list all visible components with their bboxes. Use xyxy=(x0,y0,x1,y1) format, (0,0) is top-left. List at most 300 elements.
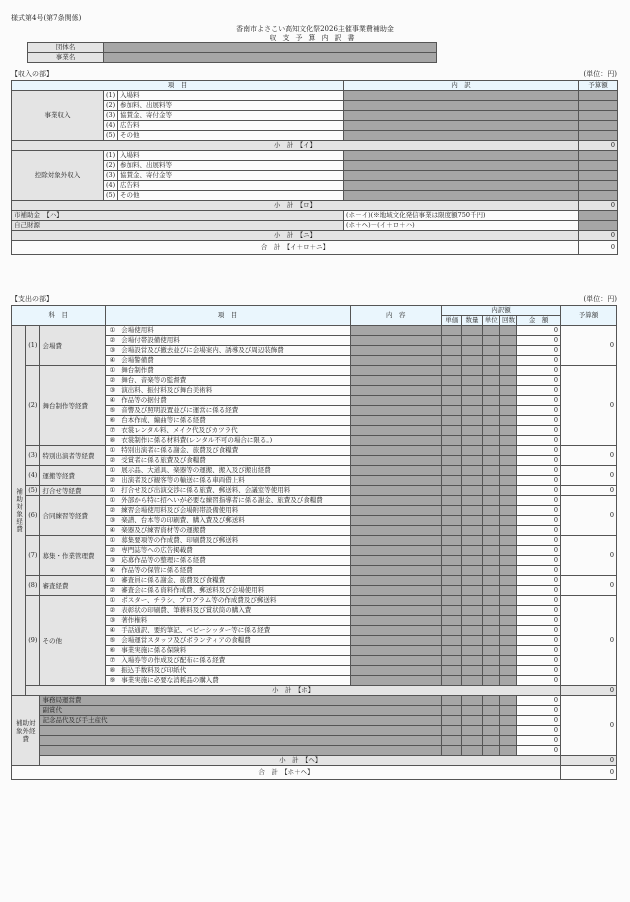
qty-field[interactable] xyxy=(462,396,482,406)
expense-content-field[interactable] xyxy=(350,586,442,596)
unit-field[interactable] xyxy=(482,746,499,756)
income-budget-field[interactable] xyxy=(579,111,618,121)
amount-value: 0 xyxy=(517,666,561,676)
income-item-label: その他 xyxy=(118,131,344,141)
income-subtotal-value: 0 xyxy=(579,141,618,151)
unit-field[interactable] xyxy=(482,726,499,736)
times-field[interactable] xyxy=(499,416,516,426)
qty-field[interactable] xyxy=(462,536,482,546)
qty-field[interactable] xyxy=(462,416,482,426)
expense-item-label: 審査会に係る資料作成費、郵送料及び会場使用料 xyxy=(119,586,350,596)
unit-field[interactable] xyxy=(482,636,499,646)
amount-value: 0 xyxy=(517,436,561,446)
times-field[interactable] xyxy=(499,406,516,416)
times-field[interactable] xyxy=(499,726,516,736)
unit-field[interactable] xyxy=(482,446,499,456)
unit-price-field[interactable] xyxy=(442,606,462,616)
times-field[interactable] xyxy=(499,626,516,636)
income-budget-field[interactable] xyxy=(579,181,618,191)
unit-field[interactable] xyxy=(482,596,499,606)
expense-content-field[interactable] xyxy=(350,366,442,376)
unit-price-field[interactable] xyxy=(442,336,462,346)
times-field[interactable] xyxy=(499,336,516,346)
unit-price-field[interactable] xyxy=(442,396,462,406)
qty-field[interactable] xyxy=(462,346,482,356)
unit-price-field[interactable] xyxy=(442,506,462,516)
times-field[interactable] xyxy=(499,546,516,556)
expense-content-field[interactable] xyxy=(350,646,442,656)
income-budget-field[interactable] xyxy=(579,121,618,131)
amount-value: 0 xyxy=(517,476,561,486)
income-detail-field[interactable] xyxy=(344,121,579,131)
expense-total-value: 0 xyxy=(561,766,617,780)
qty-field[interactable] xyxy=(462,596,482,606)
qty-field[interactable] xyxy=(462,446,482,456)
expense-content-field[interactable] xyxy=(350,616,442,626)
income-total-value: 0 xyxy=(579,241,618,255)
subsidy-budget-field[interactable] xyxy=(579,211,618,221)
unit-price-field[interactable] xyxy=(442,326,462,336)
expense-content-field[interactable] xyxy=(350,606,442,616)
unit-price-field[interactable] xyxy=(442,576,462,586)
unit-price-field[interactable] xyxy=(442,526,462,536)
expense-content-field[interactable] xyxy=(350,386,442,396)
income-budget-field[interactable] xyxy=(579,161,618,171)
qty-field[interactable] xyxy=(462,746,482,756)
times-field[interactable] xyxy=(499,616,516,626)
ineligible-item-field[interactable] xyxy=(40,746,442,756)
item-number: (5) xyxy=(104,191,118,201)
project-name-field[interactable] xyxy=(104,53,437,63)
unit-price-field[interactable] xyxy=(442,676,462,686)
unit-field[interactable] xyxy=(482,696,499,706)
item-number: ① xyxy=(105,536,119,546)
item-number: ③ xyxy=(105,386,119,396)
expense-item-label: 入場券等の作成及び配布に係る経費 xyxy=(119,656,350,666)
unit-field[interactable] xyxy=(482,646,499,656)
qty-field[interactable] xyxy=(462,486,482,496)
qty-field[interactable] xyxy=(462,386,482,396)
times-field[interactable] xyxy=(499,326,516,336)
times-field[interactable] xyxy=(499,566,516,576)
expense-content-field[interactable] xyxy=(350,656,442,666)
times-field[interactable] xyxy=(499,476,516,486)
expense-table xyxy=(11,305,617,780)
item-number: ② xyxy=(105,586,119,596)
expense-content-field[interactable] xyxy=(350,426,442,436)
qty-field[interactable] xyxy=(462,556,482,566)
qty-field[interactable] xyxy=(462,526,482,536)
qty-field[interactable] xyxy=(462,406,482,416)
expense-item-label: 会場付帯設備使用料 xyxy=(119,336,350,346)
expense-content-field[interactable] xyxy=(350,486,442,496)
times-field[interactable] xyxy=(499,496,516,506)
times-field[interactable] xyxy=(499,556,516,566)
unit-field[interactable] xyxy=(482,706,499,716)
unit-field[interactable] xyxy=(482,676,499,686)
unit-price-field[interactable] xyxy=(442,536,462,546)
income-detail-field[interactable] xyxy=(344,151,579,161)
unit-field[interactable] xyxy=(482,566,499,576)
item-number: ① xyxy=(105,466,119,476)
expense-content-field[interactable] xyxy=(350,546,442,556)
category-number: (5) xyxy=(26,486,40,496)
times-field[interactable] xyxy=(499,346,516,356)
unit-field[interactable] xyxy=(482,336,499,346)
expense-content-field[interactable] xyxy=(350,466,442,476)
amount-value: 0 xyxy=(517,366,561,376)
unit-field[interactable] xyxy=(482,396,499,406)
amount-value: 0 xyxy=(517,356,561,366)
unit-field[interactable] xyxy=(482,666,499,676)
qty-field[interactable] xyxy=(462,616,482,626)
organization-fields xyxy=(27,42,437,63)
unit-price-field[interactable] xyxy=(442,666,462,676)
unit-price-field[interactable] xyxy=(442,716,462,726)
income-detail-field[interactable] xyxy=(344,111,579,121)
expense-content-field[interactable] xyxy=(350,346,442,356)
times-field[interactable] xyxy=(499,676,516,686)
qty-field[interactable] xyxy=(462,476,482,486)
unit-field[interactable] xyxy=(482,486,499,496)
unit-field[interactable] xyxy=(482,426,499,436)
income-header-budget: 予算額 xyxy=(579,81,618,91)
qty-field[interactable] xyxy=(462,626,482,636)
expense-section-label: 【支出の部】 xyxy=(11,295,53,303)
unit-price-field[interactable] xyxy=(442,626,462,636)
times-field[interactable] xyxy=(499,706,516,716)
unit-price-field[interactable] xyxy=(442,386,462,396)
income-detail-field[interactable] xyxy=(344,191,579,201)
category-name: 会場費 xyxy=(40,326,105,366)
qty-field[interactable] xyxy=(462,366,482,376)
income-budget-field[interactable] xyxy=(579,171,618,181)
income-item-label: 入場料 xyxy=(118,91,344,101)
expense-content-field[interactable] xyxy=(350,406,442,416)
unit-price-field[interactable] xyxy=(442,616,462,626)
income-detail-field[interactable] xyxy=(344,171,579,181)
unit-field[interactable] xyxy=(482,386,499,396)
amount-value: 0 xyxy=(517,736,561,746)
unit-field[interactable] xyxy=(482,436,499,446)
unit-price-field[interactable] xyxy=(442,466,462,476)
qty-field[interactable] xyxy=(462,336,482,346)
times-field[interactable] xyxy=(499,716,516,726)
unit-price-field[interactable] xyxy=(442,496,462,506)
unit-price-field[interactable] xyxy=(442,566,462,576)
category-name: 舞台制作等経費 xyxy=(40,366,105,446)
expense-content-field[interactable] xyxy=(350,576,442,586)
income-detail-field[interactable] xyxy=(344,161,579,171)
amount-value: 0 xyxy=(517,616,561,626)
unit-field[interactable] xyxy=(482,326,499,336)
unit-field[interactable] xyxy=(482,506,499,516)
income-total-label: 合 計 【イ＋ロ＋ニ】 xyxy=(12,241,579,255)
expense-content-field[interactable] xyxy=(350,676,442,686)
org-name-field[interactable] xyxy=(104,43,437,53)
times-field[interactable] xyxy=(499,456,516,466)
unit-price-field[interactable] xyxy=(442,436,462,446)
expense-item-label: 楽器及び練習資材等の運搬費 xyxy=(119,526,350,536)
unit-price-field[interactable] xyxy=(442,346,462,356)
unit-field[interactable] xyxy=(482,576,499,586)
unit-price-field[interactable] xyxy=(442,646,462,656)
unit-price-field[interactable] xyxy=(442,726,462,736)
category-number: (2) xyxy=(26,366,40,446)
item-number: ① xyxy=(105,576,119,586)
amount-value: 0 xyxy=(517,536,561,546)
category-budget: 0 xyxy=(561,486,617,496)
times-field[interactable] xyxy=(499,736,516,746)
item-number: ⑥ xyxy=(105,416,119,426)
own-funds-budget-field[interactable] xyxy=(579,221,618,231)
unit-price-field[interactable] xyxy=(442,426,462,436)
expense-content-field[interactable] xyxy=(350,376,442,386)
income-budget-field[interactable] xyxy=(579,131,618,141)
expense-content-field[interactable] xyxy=(350,496,442,506)
expense-content-field[interactable] xyxy=(350,596,442,606)
ineligible-item-field[interactable]: 副賞代 xyxy=(40,706,442,716)
project-name-label: 事業名 xyxy=(28,53,104,63)
expense-content-field[interactable] xyxy=(350,336,442,346)
expense-item-label: 音響及び照明設置並びに運営に係る経費 xyxy=(119,406,350,416)
unit-field[interactable] xyxy=(482,346,499,356)
unit-field[interactable] xyxy=(482,606,499,616)
qty-field[interactable] xyxy=(462,716,482,726)
income-detail-field[interactable] xyxy=(344,91,579,101)
times-field[interactable] xyxy=(499,486,516,496)
amount-value: 0 xyxy=(517,506,561,516)
qty-field[interactable] xyxy=(462,586,482,596)
times-field[interactable] xyxy=(499,576,516,586)
unit-price-field[interactable] xyxy=(442,736,462,746)
times-field[interactable] xyxy=(499,516,516,526)
income-budget-field[interactable] xyxy=(579,101,618,111)
unit-price-field[interactable] xyxy=(442,446,462,456)
unit-price-field[interactable] xyxy=(442,416,462,426)
amount-value: 0 xyxy=(517,326,561,336)
unit-price-field[interactable] xyxy=(442,456,462,466)
times-field[interactable] xyxy=(499,426,516,436)
unit-field[interactable] xyxy=(482,516,499,526)
qty-field[interactable] xyxy=(462,506,482,516)
unit-field[interactable] xyxy=(482,526,499,536)
income-group-name: 事業収入 xyxy=(12,91,104,141)
income-item-label: 参加料、出展料等 xyxy=(118,101,344,111)
expense-item-label: 振込手数料及び印紙代 xyxy=(119,666,350,676)
unit-field[interactable] xyxy=(482,556,499,566)
qty-field[interactable] xyxy=(462,466,482,476)
expense-item-label: 作品等の保管に係る経費 xyxy=(119,566,350,576)
unit-field[interactable] xyxy=(482,496,499,506)
qty-field[interactable] xyxy=(462,356,482,366)
times-field[interactable] xyxy=(499,396,516,406)
unit-price-field[interactable] xyxy=(442,746,462,756)
qty-field[interactable] xyxy=(462,546,482,556)
times-field[interactable] xyxy=(499,436,516,446)
expense-content-field[interactable] xyxy=(350,636,442,646)
qty-field[interactable] xyxy=(462,516,482,526)
unit-field[interactable] xyxy=(482,416,499,426)
category-number: (9) xyxy=(26,596,40,686)
item-number: (1) xyxy=(104,91,118,101)
qty-field[interactable] xyxy=(462,706,482,716)
times-field[interactable] xyxy=(499,636,516,646)
qty-field[interactable] xyxy=(462,656,482,666)
unit-price-field[interactable] xyxy=(442,486,462,496)
category-number: (7) xyxy=(26,536,40,576)
ineligible-item-field[interactable] xyxy=(40,736,442,746)
unit-price-field[interactable] xyxy=(442,476,462,486)
income-table xyxy=(11,80,618,255)
qty-field[interactable] xyxy=(462,456,482,466)
expense-content-field[interactable] xyxy=(350,526,442,536)
expense-content-field[interactable] xyxy=(350,666,442,676)
income-budget-field[interactable] xyxy=(579,191,618,201)
unit-field[interactable] xyxy=(482,366,499,376)
unit-price-field[interactable] xyxy=(442,366,462,376)
times-field[interactable] xyxy=(499,646,516,656)
expense-content-field[interactable] xyxy=(350,416,442,426)
times-field[interactable] xyxy=(499,696,516,706)
subtotal-he-value: 0 xyxy=(561,756,617,766)
unit-field[interactable] xyxy=(482,456,499,466)
expense-content-field[interactable] xyxy=(350,326,442,336)
qty-field[interactable] xyxy=(462,736,482,746)
qty-field[interactable] xyxy=(462,326,482,336)
times-field[interactable] xyxy=(499,376,516,386)
times-field[interactable] xyxy=(499,596,516,606)
times-field[interactable] xyxy=(499,666,516,676)
unit-price-field[interactable] xyxy=(442,546,462,556)
income-detail-field[interactable] xyxy=(344,101,579,111)
expense-total-label: 合 計 【ホ＋ヘ】 xyxy=(12,766,561,780)
unit-field[interactable] xyxy=(482,476,499,486)
qty-field[interactable] xyxy=(462,666,482,676)
unit-price-field[interactable] xyxy=(442,706,462,716)
unit-field[interactable] xyxy=(482,616,499,626)
unit-price-field[interactable] xyxy=(442,636,462,646)
qty-field[interactable] xyxy=(462,566,482,576)
ineligible-item-field[interactable] xyxy=(40,726,442,736)
qty-field[interactable] xyxy=(462,676,482,686)
amount-value: 0 xyxy=(517,696,561,706)
unit-field[interactable] xyxy=(482,356,499,366)
qty-field[interactable] xyxy=(462,726,482,736)
times-field[interactable] xyxy=(499,586,516,596)
qty-field[interactable] xyxy=(462,636,482,646)
expense-item-label: 手話通訳、要約筆記、ベビーシッター等に係る経費 xyxy=(119,626,350,636)
times-field[interactable] xyxy=(499,366,516,376)
unit-price-field[interactable] xyxy=(442,406,462,416)
item-number: ② xyxy=(105,376,119,386)
income-budget-field[interactable] xyxy=(579,151,618,161)
item-number: ② xyxy=(105,476,119,486)
qty-field[interactable] xyxy=(462,576,482,586)
qty-field[interactable] xyxy=(462,426,482,436)
times-field[interactable] xyxy=(499,656,516,666)
category-number: (1) xyxy=(26,326,40,366)
unit-field[interactable] xyxy=(482,376,499,386)
unit-price-field[interactable] xyxy=(442,696,462,706)
unit-price-field[interactable] xyxy=(442,556,462,566)
expense-content-field[interactable] xyxy=(350,456,442,466)
expense-content-field[interactable] xyxy=(350,626,442,636)
ineligible-item-field[interactable]: 記念品代及び手土産代 xyxy=(40,716,442,726)
income-item-label: その他 xyxy=(118,191,344,201)
times-field[interactable] xyxy=(499,386,516,396)
ineligible-item-field[interactable]: 事務局運営費 xyxy=(40,696,442,706)
income-detail-field[interactable] xyxy=(344,181,579,191)
income-detail-field[interactable] xyxy=(344,131,579,141)
category-budget: 0 xyxy=(561,466,617,486)
times-field[interactable] xyxy=(499,446,516,456)
amount-value: 0 xyxy=(517,426,561,436)
expense-content-field[interactable] xyxy=(350,536,442,546)
item-number: (4) xyxy=(104,181,118,191)
unit-price-field[interactable] xyxy=(442,376,462,386)
expense-content-field[interactable] xyxy=(350,356,442,366)
qty-field[interactable] xyxy=(462,436,482,446)
expense-content-field[interactable] xyxy=(350,436,442,446)
unit-field[interactable] xyxy=(482,406,499,416)
times-field[interactable] xyxy=(499,536,516,546)
unit-field[interactable] xyxy=(482,466,499,476)
unit-field[interactable] xyxy=(482,546,499,556)
times-field[interactable] xyxy=(499,606,516,616)
unit-field[interactable] xyxy=(482,626,499,636)
unit-field[interactable] xyxy=(482,586,499,596)
amount-value: 0 xyxy=(517,656,561,666)
unit-price-field[interactable] xyxy=(442,656,462,666)
times-field[interactable] xyxy=(499,506,516,516)
income-budget-field[interactable] xyxy=(579,91,618,101)
unit-price-field[interactable] xyxy=(442,356,462,366)
times-field[interactable] xyxy=(499,526,516,536)
expense-content-field[interactable] xyxy=(350,566,442,576)
unit-field[interactable] xyxy=(482,736,499,746)
unit-field[interactable] xyxy=(482,536,499,546)
expense-content-field[interactable] xyxy=(350,516,442,526)
unit-field[interactable] xyxy=(482,656,499,666)
subtotal-ni-value: 0 xyxy=(579,231,618,241)
unit-price-field[interactable] xyxy=(442,586,462,596)
expense-item-label: 著作権料 xyxy=(119,616,350,626)
income-subtotal-label: 小 計 【ロ】 xyxy=(12,201,579,211)
item-number: ③ xyxy=(105,516,119,526)
unit-field[interactable] xyxy=(482,716,499,726)
income-item-label: 協賛金、寄付金等 xyxy=(118,111,344,121)
qty-field[interactable] xyxy=(462,646,482,656)
qty-field[interactable] xyxy=(462,696,482,706)
unit-price-field[interactable] xyxy=(442,516,462,526)
expense-content-field[interactable] xyxy=(350,396,442,406)
qty-field[interactable] xyxy=(462,376,482,386)
expense-content-field[interactable] xyxy=(350,476,442,486)
expense-header-amount: 金 額 xyxy=(517,316,561,326)
times-field[interactable] xyxy=(499,746,516,756)
expense-content-field[interactable] xyxy=(350,506,442,516)
subtotal-ho-value: 0 xyxy=(561,686,617,696)
times-field[interactable] xyxy=(499,356,516,366)
qty-field[interactable] xyxy=(462,606,482,616)
income-group-name: 控除対象外収入 xyxy=(12,151,104,201)
expense-content-field[interactable] xyxy=(350,446,442,456)
expense-content-field[interactable] xyxy=(350,556,442,566)
qty-field[interactable] xyxy=(462,496,482,506)
unit-price-field[interactable] xyxy=(442,596,462,606)
times-field[interactable] xyxy=(499,466,516,476)
